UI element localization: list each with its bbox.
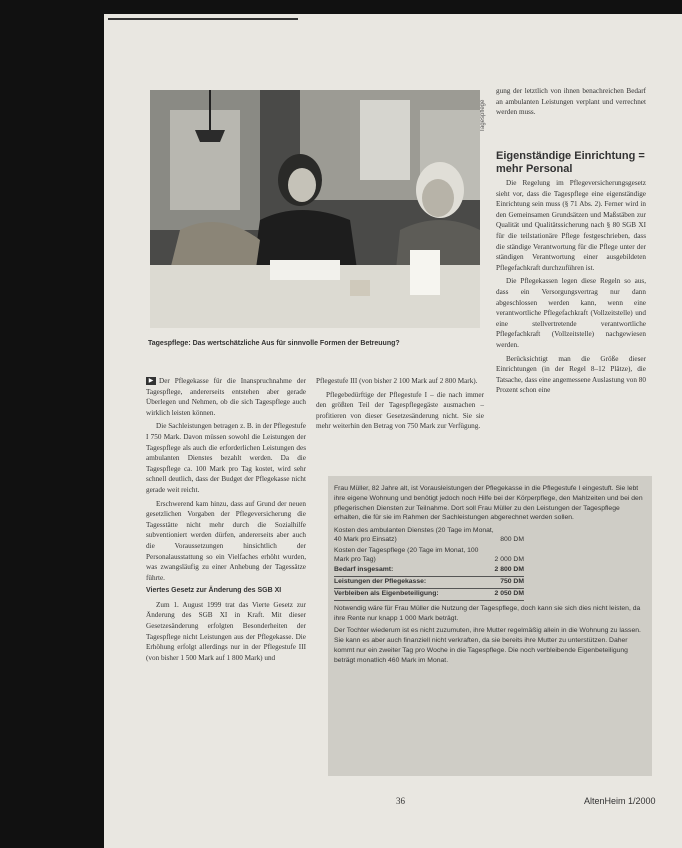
cost-amount: 800 DM (500, 535, 524, 543)
photo-image (150, 90, 480, 328)
page-number: 36 (396, 796, 405, 806)
cost-amount: 750 DM (495, 577, 524, 589)
cost-label: Verbleiben als Eigenbeteiligung: (334, 588, 495, 600)
left-paragraph: ▶ Der Pflegekasse für die Inanspruchnahme der Tagespflege, andererseits entstehen aber gerade Überlegen und Nehmen, ob die sich Tagespflege auch wirklich leisten können. (146, 377, 306, 417)
photo-caption: Tagespflege: Das wertschätzliche Aus für sinnvolle Formen der Betreuung? (148, 340, 400, 347)
cost-label: Bedarf insgesamt: (334, 565, 495, 576)
continuation-arrow-icon: ▶ (146, 377, 156, 385)
cost-table (334, 526, 524, 601)
masthead-rule (108, 18, 298, 20)
right-column-top (496, 86, 646, 121)
cost-label: Kosten der Tagespflege (20 Tage im Monat, 100 Mark pro Tag) (334, 546, 479, 563)
cost-amount: 2 000 DM (494, 555, 524, 563)
box-note: Notwendig wäre für Frau Müller die Nutzung der Tagespflege, doch kann sie sich dies nicht leisten, da ihre Rente nur knapp 1 000 Mark beträgt. (334, 604, 641, 622)
left-subheading: Viertes Gesetz zur Änderung des SGB XI (146, 587, 282, 595)
cost-row (334, 565, 524, 576)
left-paragraph: Zum 1. August 1999 trat das Vierte Gesetz zur Änderung des SGB XI in Kraft. Mit dieser Gesetzesänderung erfolgten Besonderheiten der Tagespflege nicht Leistungen aus der Pflegekasse. Die Erhöhung erfolgt allerdings nur in der Pflegestufe III (von bisher 1 500 Mark auf 1 800 Mark) und (146, 600, 306, 662)
right-paragraph-top: gung der letztlich von ihnen benachreichen Bedarf an ambulanten Leistungen verplant und verrechnet werden muss. (496, 87, 646, 117)
left-column (146, 376, 306, 666)
section-label: Tagespflege (480, 99, 486, 132)
cost-row (334, 588, 524, 600)
example-box (328, 476, 652, 776)
left-paragraph: Erschwerend kam hinzu, dass auf Grund der neuen gesetzlichen Vorgaben der Pflegeversicherung die Tagesstätte nicht mehr durch die Sozialhilfe subventioniert werden dürfen, andererseits aber auch die Voraussetzungen hinsichtlich der Personalausstattung so ein Vielfaches erhöht wurden, was zwangsläufig zu einer Anhebung der Tagessätze führte. (146, 499, 306, 582)
cost-amount: 2 050 DM (495, 588, 524, 600)
left-paragraph: Die Sachleistungen betragen z. B. in der Pflegestufe I 750 Mark. Davon müssen sowohl die Leistungen der Tagespflege als auch die erforderlichen Leistungen des ambulanten Dienstes bezahlt werden. Da die Tagespflege ca. 100 Mark pro Tag kostet, wird sehr schnell deutlich, dass der Budget der Pflegekasse nicht gerade weit reicht. (146, 422, 306, 494)
cost-label: Leistungen der Pflegekasse: (334, 577, 495, 589)
section-heading: Eigenständige Einrichtung = mehr Personal (496, 150, 645, 175)
box-intro: Frau Müller, 82 Jahre alt, ist Vorausleistungen der Pflegekasse in die Pflegestufe I eingestuft. Sie lebt ihre eigene Wohnung und benötigt jedoch noch Hilfe bei der Körperpflege, den Mahlzeiten und bei den pflegerischen Diensten zur Teilnahme. Dort soll Frau Müller zu den Leistungen der Tagespflege erhalten, die für sie im Rahmen der Sachleistungen abgerechnet werden sollen. (334, 485, 643, 522)
magazine-issue: AltenHeim 1/2000 (584, 796, 656, 806)
photo (150, 90, 480, 328)
cost-label: Kosten des ambulanten Dienstes (20 Tage im Monat, 40 Mark pro Einsatz) (334, 527, 494, 543)
right-paragraph: Berücksichtigt man die Größe dieser Einrichtungen (in der Regel 8–12 Plätze), die Tatsache, dass eine angemessene Auslastung von 80 Prozent schon eine (496, 354, 646, 395)
cost-amount: 2 800 DM (495, 565, 524, 576)
right-paragraph: Die Pflegekassen legen diese Regeln so aus, dass ein Versorgungsvertrag nur dann abgeschlossen werden kann, wenn eine verantwortliche Pflegefachkraft (Vollzeitstelle) und eine stellvertretende verantwortliche Pflegefachkraft (Vollzeitstelle) nachgewiesen werden. (496, 277, 646, 349)
document-page (104, 14, 682, 848)
middle-paragraph: Pflegestufe III (von bisher 2 100 Mark auf 2 800 Mark). (316, 377, 478, 385)
right-paragraph: Die Regelung im Pflegeversicherungsgesetz sieht vor, dass die Tagespflege eine eigenständige Einrichtung sein muss (§ 71 Abs. 2). Ferner wird in den Gemeinsamen Grundsätzen und Maßstäben zur Qualität und Qualitätssicherung nach § 80 SGB XI für die teilstationäre Pflege festgeschrieben, dass die ständige Verantwortung für die Pflege unter der ständigen Verantwortung einer ausgebildeten Pflegefachkraft durchzuführen ist. (496, 179, 646, 272)
cost-row (334, 546, 524, 566)
right-column (496, 178, 646, 399)
box-note: Der Tochter wiederum ist es nicht zuzumuten, ihre Mutter regelmäßig allein in die Wohnung zu lassen. Sie kann es aber auch finanziell nicht verkraften, da sie bereits ihre Mutter zu unterstützen. Daher kommt nur ein zweiter Tag pro Woche in die Tagespflege. Die noch verbleibende Eigenbeteiligung beträgt monatlich 460 Mark im Monat. (334, 627, 641, 664)
middle-column (316, 376, 484, 435)
cost-row (334, 526, 524, 546)
middle-paragraph: Pflegebedürftige der Pflegestufe I – die nach immer den größten Teil der Tagespflegegäste ausmachen – profitieren von dieser Gesetzesänderung nicht. Sie sie mehr weiterhin den Betrag von 750 Mark zur Verfügung. (316, 390, 484, 431)
cost-row (334, 577, 524, 589)
